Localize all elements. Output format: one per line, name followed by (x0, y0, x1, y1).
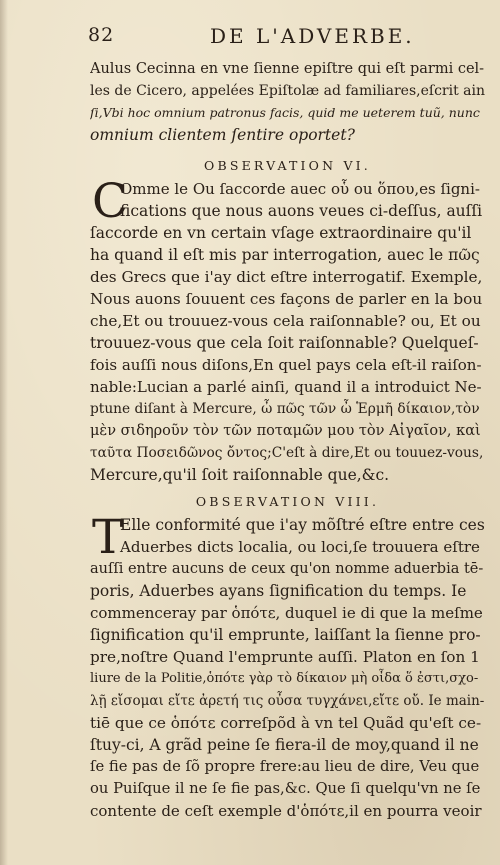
observation-heading: OBSERVATION VI. (204, 158, 371, 173)
text-line: Elle conformité que i'ay mõſtré eſtre entre ces (120, 516, 485, 534)
running-header (88, 22, 418, 52)
text-line: ſignification qu'il emprunte, laiſſant la ſienne pro- (90, 626, 481, 644)
text-line: ſe fie pas de ſõ propre frere:au lieu de dire, Veu que (90, 758, 480, 775)
text-line: ταῦτα Ποσειδῶνος ὄντος;C'eſt à dire,Et ou touuez-vous, (90, 445, 484, 461)
text-line: Aulus Cecinna en vne ſienne epiſtre qui eſt parmi cel- (90, 61, 485, 77)
text-line: pre,noſtre Quand l'emprunte auſſi. Platon en ſon 1 (90, 648, 480, 666)
text-line: Omme le Ou ſaccorde auec οὗ ou ὅπου,es ſigni- (120, 180, 480, 198)
observation-heading: OBSERVATION VIII. (195, 494, 380, 509)
text-line: tiē que ce ὁπότε correſpõd à vn tel Quãd qu'eſt ce- (90, 714, 482, 732)
text-line: auſſi entre aucuns de ceux qu'on nomme aduerbia tē- (90, 561, 484, 577)
gutter-shadow (0, 0, 8, 865)
text-line: μὲν σιδηροῦν τὸν τῶν ποταμῶν μου τὸν Αἰγαῖον, καὶ (90, 423, 481, 439)
text-line: ou Puiſque il ne ſe fie pas,&c. Que ſi quelqu'vn ne ſe (90, 780, 481, 797)
text-line: fois auſſi nous diſons,En quel pays cela eſt-il raiſon- (90, 356, 482, 374)
text-line: contente de ceſt exemple d'ὁπότε,il en pourra veoir (90, 802, 482, 820)
continuation-paragraph (90, 58, 485, 148)
text-line: ſtuy-ci, A grãd peine ſe fiera-il de moy,quand il ne (90, 736, 479, 754)
drop-cap: T (92, 510, 124, 565)
text-line: les de Cicero, appelées Epiſtolæ ad familiares,eſcrit ain (90, 83, 485, 99)
text-line: ſaccorde en vn certain vſage extraordinaire qu'il (90, 224, 472, 242)
text-line: che,Et ou trouuez-vous cela raiſonnable? ou, Et ou (90, 312, 481, 330)
drop-cap: C (92, 174, 128, 229)
text-line: des Grecs que i'ay dict eſtre interrogatif. Exemple, (90, 268, 483, 286)
text-line: ptune diſant à Mercure, ὦ πῶς τῶν ὦ Ἑρμῆ δίκαιον,τὸν (90, 401, 480, 417)
text-line: Nous auons ſouuent ces façons de parler en la bou (90, 290, 483, 308)
page-number: 82 (88, 24, 115, 46)
observation-paragraph (90, 510, 485, 824)
running-title: DE L'ADVERBE. (210, 24, 415, 48)
text-line: nable:Lucian a parlé ainſi, quand il a introduict Ne- (90, 378, 482, 396)
text-line: omnium clientem ſentire oportet? (90, 126, 355, 144)
text-line: λῇ εἴσομαι εἴτε ἀρετή τις οὖσα τυγχάνει,εἴτε οὔ. Ie main- (90, 693, 485, 709)
text-line: fications que nous auons veues ci-deſſus, auſſi (120, 202, 483, 220)
text-line: liure de la Politie,ὁπότε γὰρ τὸ δίκαιον μὴ οἶδα ὅ ἐστι,σχο- (90, 671, 479, 686)
text-line: poris, Aduerbes ayans ſignification du temps. Ie (90, 582, 467, 600)
observation-paragraph (90, 174, 485, 488)
text-line: commenceray par ὁπότε, duquel ie di que la meſme (90, 604, 483, 622)
text-line: ſi,Vbi hoc omnium patronus facis, quid me ueterem tuũ, nunc (90, 105, 480, 120)
text-line: trouuez-vous que cela ſoit raiſonnable? Quelqueſ- (90, 334, 479, 352)
text-line: Mercure,qu'il ſoit raiſonnable que,&c. (90, 466, 390, 484)
text-line: ha quand il eſt mis par interrogation, auec le πῶς (90, 246, 480, 264)
text-line: Aduerbes dicts localia, ou loci,ſe trouuera eſtre (120, 538, 480, 556)
